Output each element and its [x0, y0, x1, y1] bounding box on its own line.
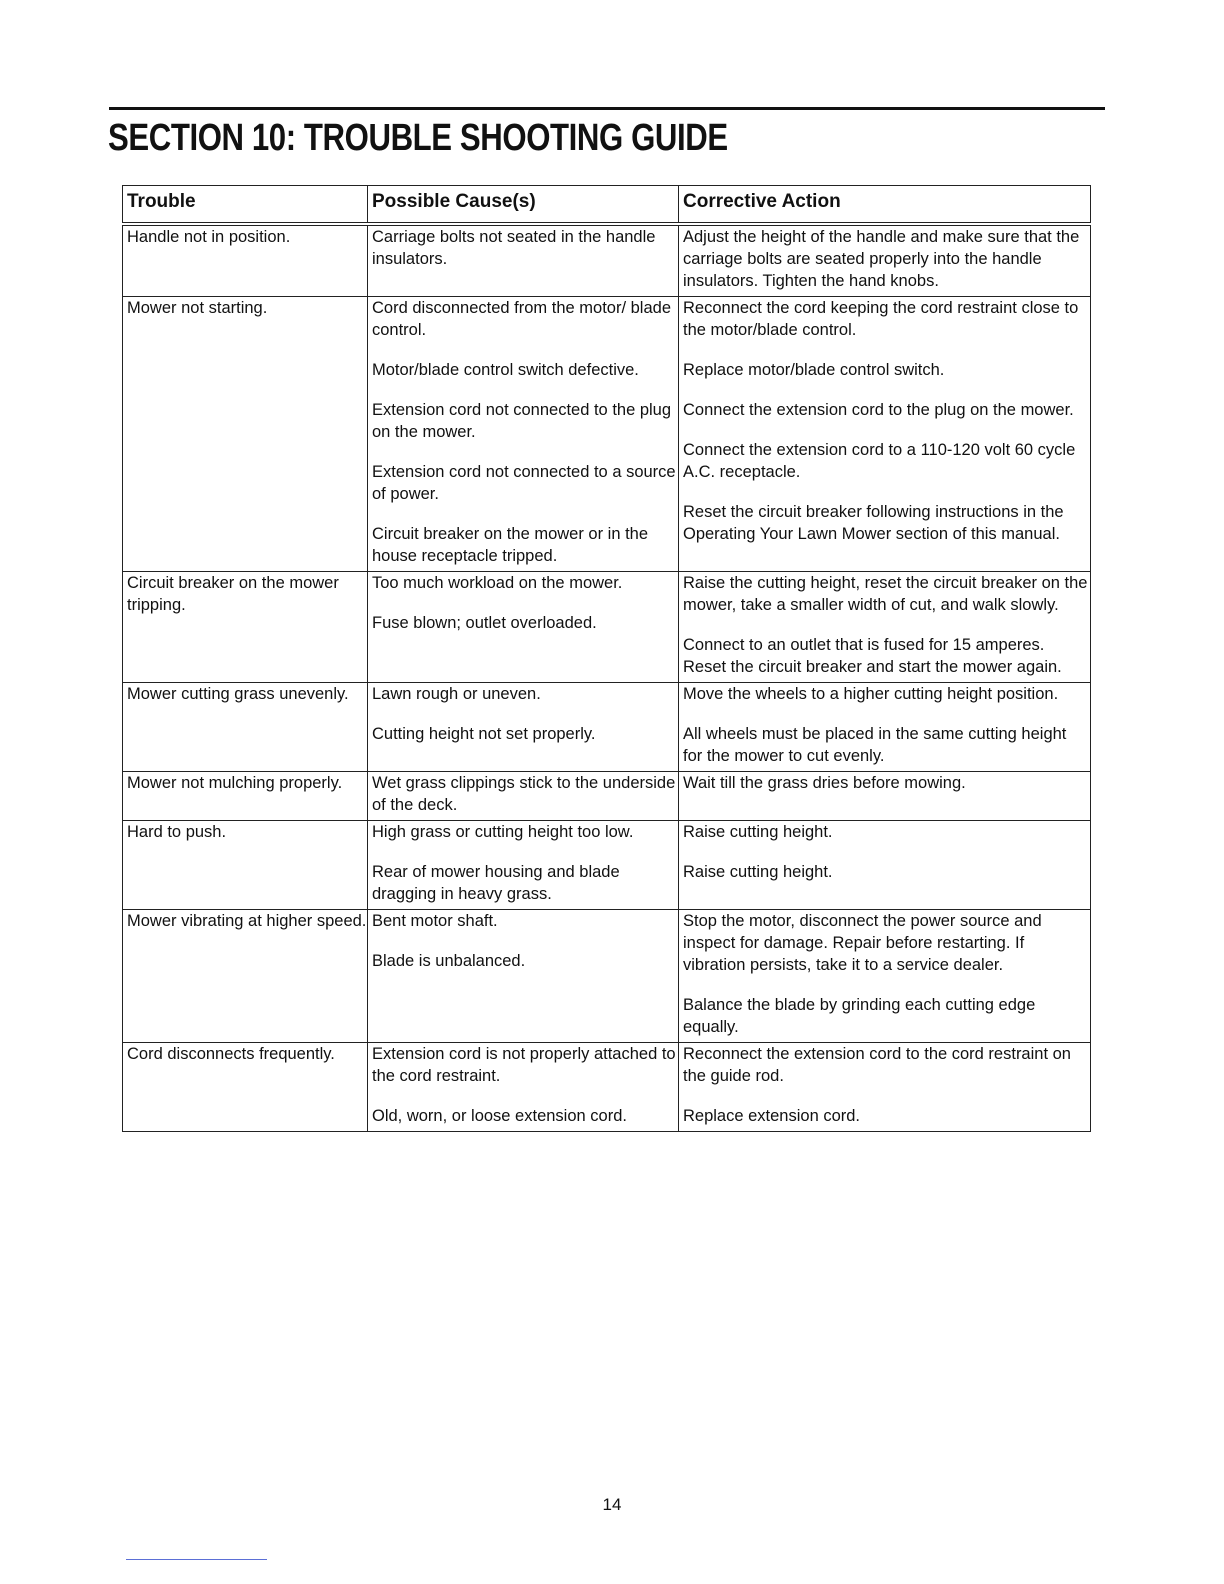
header-row	[123, 186, 1091, 225]
cause-cell	[368, 224, 679, 297]
action-cell	[679, 297, 1091, 572]
cause-entry: Bent motor shaft.	[372, 912, 498, 930]
header-trouble: Trouble	[123, 186, 368, 225]
action-entry: All wheels must be placed in the same cutting height for the mower to cut evenly.	[683, 725, 1067, 765]
cause-entry: Extension cord not connected to a source of power.	[372, 463, 676, 503]
cause-entry: Wet grass clippings stick to the underside of the deck.	[372, 774, 676, 814]
action-entry: Stop the motor, disconnect the power source and inspect for damage. Repair before restarting. If vibration persists, take it to a service dealer.	[683, 912, 1042, 974]
action-entry: Adjust the height of the handle and make sure that the carriage bolts are seated properly into the handle insulators. Tighten the hand knobs.	[683, 228, 1080, 290]
action-entry: Raise the cutting height, reset the circuit breaker on the mower, take a smaller width of cut, and walk slowly.	[683, 574, 1088, 614]
trouble-cell: Cord disconnects frequently.	[123, 1043, 368, 1132]
cause-entry: Cord disconnected from the motor/ blade control.	[372, 299, 671, 339]
action-entry: Raise cutting height.	[683, 863, 833, 881]
cause-cell	[368, 683, 679, 772]
trouble-cell: Mower cutting grass unevenly.	[123, 683, 368, 772]
action-cell	[679, 821, 1091, 910]
cause-entry: Cutting height not set properly.	[372, 725, 596, 743]
table-row	[123, 910, 1091, 1043]
action-cell	[679, 224, 1091, 297]
cause-entry: Motor/blade control switch defective.	[372, 361, 639, 379]
table-body	[123, 224, 1091, 1132]
cause-entry: Circuit breaker on the mower or in the house receptacle tripped.	[372, 525, 649, 565]
cause-cell	[368, 821, 679, 910]
cause-cell	[368, 1043, 679, 1132]
action-entry: Connect to an outlet that is fused for 15 amperes. Reset the circuit breaker and start the mower again.	[683, 636, 1062, 676]
action-cell	[679, 683, 1091, 772]
cause-entry: Carriage bolts not seated in the handle insulators.	[372, 228, 656, 268]
cause-cell	[368, 910, 679, 1043]
action-entry: Wait till the grass dries before mowing.	[683, 774, 966, 792]
cause-entry: Lawn rough or uneven.	[372, 685, 541, 703]
top-rule	[109, 107, 1105, 110]
section-title: SECTION 10: TROUBLE SHOOTING GUIDE	[108, 117, 728, 159]
action-cell	[679, 772, 1091, 821]
cause-cell	[368, 772, 679, 821]
cause-entry: High grass or cutting height too low.	[372, 823, 634, 841]
cause-cell	[368, 297, 679, 572]
action-entry: Replace motor/blade control switch.	[683, 361, 945, 379]
table-row	[123, 572, 1091, 683]
cause-entry: Rear of mower housing and blade dragging in heavy grass.	[372, 863, 620, 903]
table-row	[123, 1043, 1091, 1132]
action-cell	[679, 910, 1091, 1043]
action-cell	[679, 1043, 1091, 1132]
action-entry: Replace extension cord.	[683, 1107, 861, 1125]
footer-link-line	[126, 1559, 267, 1560]
action-entry: Connect the extension cord to the plug on the mower.	[683, 401, 1074, 419]
cause-entry: Too much workload on the mower.	[372, 574, 623, 592]
action-entry: Move the wheels to a higher cutting height position.	[683, 685, 1059, 703]
cause-entry: Old, worn, or loose extension cord.	[372, 1107, 627, 1125]
table-row	[123, 772, 1091, 821]
table-row	[123, 224, 1091, 297]
cause-entry: Fuse blown; outlet overloaded.	[372, 614, 597, 632]
action-entry: Connect the extension cord to a 110-120 volt 60 cycle A.C. receptacle.	[683, 441, 1076, 481]
cause-entry: Extension cord not connected to the plug on the mower.	[372, 401, 672, 441]
cause-cell	[368, 572, 679, 683]
action-entry: Balance the blade by grinding each cutting edge equally.	[683, 996, 1036, 1036]
trouble-cell: Mower vibrating at higher speed.	[123, 910, 368, 1043]
trouble-cell: Handle not in position.	[123, 224, 368, 297]
action-entry: Reconnect the cord keeping the cord restraint close to the motor/blade control.	[683, 299, 1079, 339]
troubleshooting-table	[122, 185, 1091, 1132]
trouble-cell: Circuit breaker on the mower tripping.	[123, 572, 368, 683]
page-number: 14	[602, 1495, 622, 1514]
table-row	[123, 683, 1091, 772]
trouble-cell: Mower not starting.	[123, 297, 368, 572]
header-corrective-action: Corrective Action	[679, 186, 1091, 225]
cause-entry: Blade is unbalanced.	[372, 952, 526, 970]
action-entry: Reconnect the extension cord to the cord restraint on the guide rod.	[683, 1045, 1071, 1085]
table-row	[123, 297, 1091, 572]
trouble-cell: Hard to push.	[123, 821, 368, 910]
header-possible-causes: Possible Cause(s)	[368, 186, 679, 225]
action-cell	[679, 572, 1091, 683]
table-row	[123, 821, 1091, 910]
action-entry: Reset the circuit breaker following instructions in the Operating Your Lawn Mower section of this manual.	[683, 503, 1064, 543]
cause-entry: Extension cord is not properly attached to the cord restraint.	[372, 1045, 676, 1085]
action-entry: Raise cutting height.	[683, 823, 833, 841]
trouble-cell: Mower not mulching properly.	[123, 772, 368, 821]
